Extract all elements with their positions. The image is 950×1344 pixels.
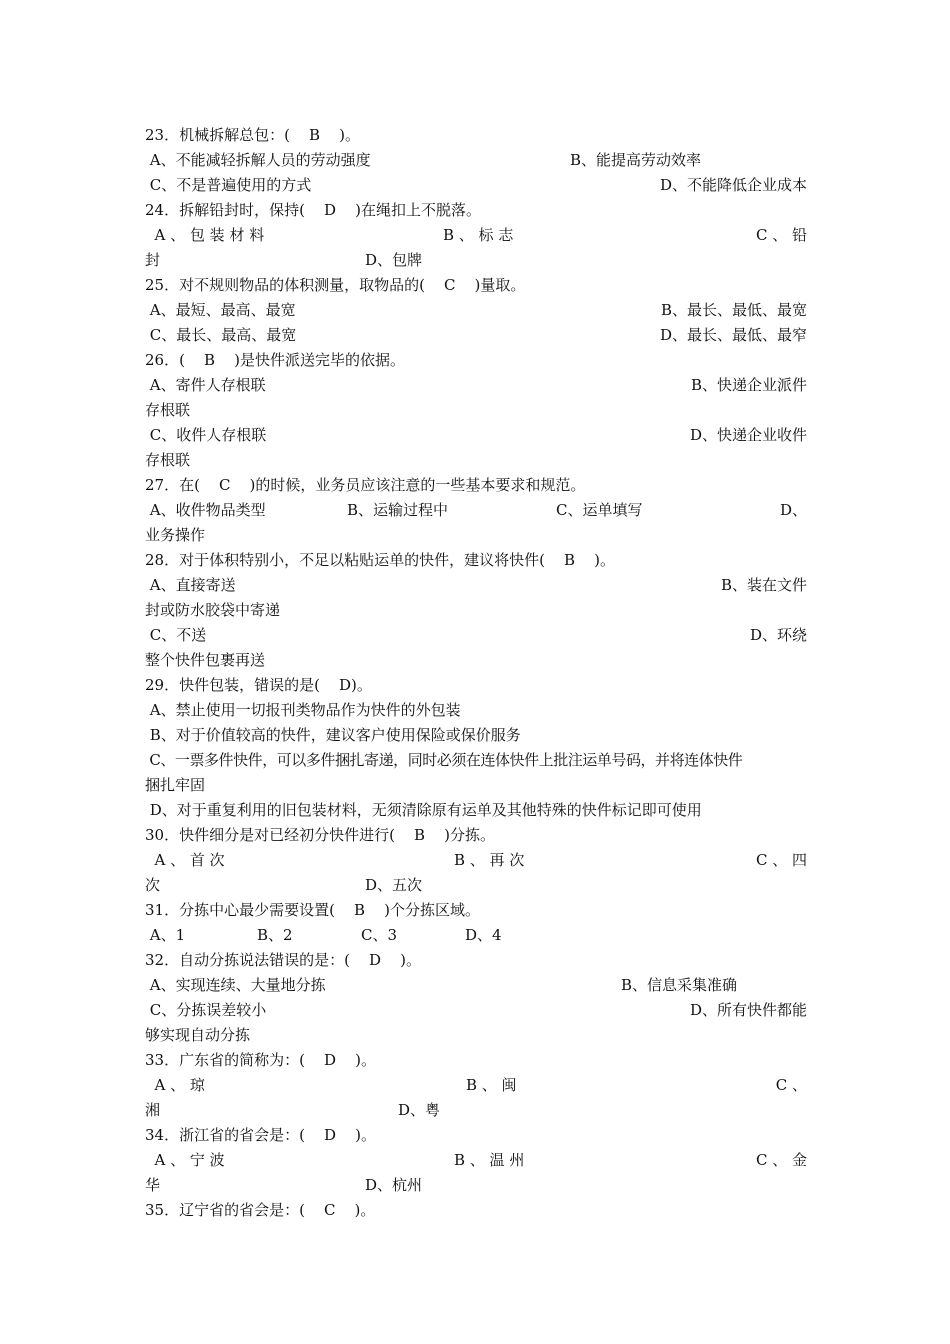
- option-d: D、包牌: [365, 251, 423, 269]
- option-b: B 、 再 次: [454, 851, 525, 869]
- question-29-stem: 29．快件包装，错误的是( D)。: [145, 676, 372, 694]
- option-row: [145, 848, 807, 873]
- option-c: C、最长、最高、最宽: [145, 326, 297, 344]
- option-c-continued: 次: [145, 876, 161, 894]
- option-d: D、所有快件都能: [689, 1001, 807, 1019]
- option-b: B、装在文件: [720, 576, 807, 594]
- option-row: [145, 998, 807, 1023]
- option-row: [145, 1173, 807, 1198]
- option-c: C、收件人存根联: [145, 426, 267, 444]
- option-c-continued: 封: [145, 251, 161, 269]
- option-row: [145, 248, 807, 273]
- option-row: [145, 1023, 807, 1048]
- question-stem: [145, 1198, 807, 1223]
- option-d: D、粤: [398, 1101, 441, 1119]
- question-34-stem: 34．浙江省的省会是：( D )。: [145, 1126, 376, 1144]
- option-b: B、能提高劳动效率: [570, 151, 702, 169]
- option-row: [145, 523, 807, 548]
- option-row: [145, 748, 807, 773]
- question-stem: [145, 548, 807, 573]
- option-b-continued: 存根联: [145, 401, 191, 419]
- question-33-stem: 33．广东省的简称为：( D )。: [145, 1051, 376, 1069]
- option-a: A、1: [145, 926, 186, 944]
- option-row: [145, 798, 807, 823]
- question-stem: [145, 198, 807, 223]
- option-b: B、运输过程中: [347, 501, 449, 519]
- option-row: [145, 873, 807, 898]
- option-row: [145, 498, 807, 523]
- option-row: [145, 448, 807, 473]
- option-row: [145, 223, 807, 248]
- question-24-stem: 24．拆解铅封时，保持( D )在绳扣上不脱落。: [145, 201, 481, 219]
- option-row: [145, 648, 807, 673]
- option-row: [145, 723, 807, 748]
- option-d: D、快递企业收件: [689, 426, 807, 444]
- option-d-continued: 够实现自动分拣: [145, 1026, 251, 1044]
- question-stem: [145, 1048, 807, 1073]
- option-d: D、不能降低企业成本: [659, 176, 807, 194]
- question-stem: [145, 948, 807, 973]
- option-c: C、不送: [145, 626, 207, 644]
- question-25-stem: 25．对不规则物品的体积测量，取物品的( C )量取。: [145, 276, 526, 294]
- option-row: [145, 373, 807, 398]
- option-b: B 、 闽: [466, 1076, 517, 1094]
- option-d: D、4: [465, 926, 502, 944]
- option-row: [145, 148, 807, 173]
- question-31-stem: 31．分拣中心最少需要设置( B )个分拣区域。: [145, 901, 480, 919]
- question-30-stem: 30．快件细分是对已经初分快件进行( B )分拣。: [145, 826, 495, 844]
- option-d: D、对于重复利用的旧包装材料，无须清除原有运单及其他特殊的快件标记即可使用: [145, 801, 702, 819]
- option-c: C、3: [361, 926, 398, 944]
- option-b: B 、 温 州: [454, 1151, 525, 1169]
- option-c-continued: 湘: [145, 1101, 161, 1119]
- option-c-continued: 华: [145, 1176, 161, 1194]
- option-c: C 、 金: [755, 1151, 807, 1169]
- question-28-stem: 28．对于体积特别小，不足以粘贴运单的快件，建议将快件( B )。: [145, 551, 615, 569]
- option-row: [145, 1073, 807, 1098]
- question-27-stem: 27．在( C )的时候，业务员应该注意的一些基本要求和规范。: [145, 476, 586, 494]
- option-row: [145, 623, 807, 648]
- option-a: A、寄件人存根联: [145, 376, 266, 394]
- option-c: C、不是普遍使用的方式: [145, 176, 312, 194]
- option-c: C、分拣误差较小: [145, 1001, 267, 1019]
- option-row: [145, 698, 807, 723]
- option-row: [145, 298, 807, 323]
- option-b: B、信息采集准确: [621, 976, 738, 994]
- question-stem: [145, 273, 807, 298]
- option-a: A、收件物品类型: [145, 501, 266, 519]
- option-d-continued: 整个快件包裹再送: [145, 651, 266, 669]
- option-row: [145, 173, 807, 198]
- option-d-continued: 业务操作: [145, 526, 206, 544]
- option-row: [145, 573, 807, 598]
- option-row: [145, 1148, 807, 1173]
- question-stem: [145, 123, 807, 148]
- question-stem: [145, 1123, 807, 1148]
- option-a: A、直接寄送: [145, 576, 236, 594]
- option-d: D、: [779, 501, 807, 519]
- option-b-continued: 封或防水胶袋中寄递: [145, 601, 281, 619]
- option-d: D、环绕: [749, 626, 807, 644]
- option-c: C 、 铅: [755, 226, 807, 244]
- option-a: A、实现连续、大量地分拣: [145, 976, 326, 994]
- option-a: A、最短、最高、最宽: [145, 301, 296, 319]
- option-b: B、对于价值较高的快件，建议客户使用保险或保价服务: [145, 726, 521, 744]
- question-stem: [145, 348, 807, 373]
- option-d-continued: 存根联: [145, 451, 191, 469]
- question-stem: [145, 473, 807, 498]
- question-stem: [145, 673, 807, 698]
- question-32-stem: 32．自动分拣说法错误的是：( D )。: [145, 951, 421, 969]
- option-row: [145, 923, 807, 948]
- question-23-stem: 23．机械拆解总包：( B )。: [145, 126, 360, 144]
- option-row: [145, 398, 807, 423]
- option-row: [145, 773, 807, 798]
- question-35-stem: 35．辽宁省的省会是：( C )。: [145, 1201, 376, 1219]
- option-b: B、最长、最低、最宽: [660, 301, 807, 319]
- option-b: B 、 标 志: [443, 226, 514, 244]
- question-stem: [145, 898, 807, 923]
- option-c-continued: 捆扎牢固: [145, 776, 206, 794]
- option-a: A 、 包 装 材 料: [145, 226, 265, 244]
- option-a: A、禁止使用一切报刊类物品作为快件的外包装: [145, 701, 461, 719]
- option-d: D、五次: [365, 876, 423, 894]
- option-c: C、运单填写: [556, 501, 643, 519]
- option-c: C 、: [775, 1076, 807, 1094]
- option-d: D、最长、最低、最窄: [659, 326, 807, 344]
- option-a: A 、 首 次: [145, 851, 225, 869]
- option-c: C、一票多件快件，可以多件捆扎寄递，同时必须在连体快件上批注运单号码，并将连体快件: [145, 751, 743, 769]
- question-stem: [145, 823, 807, 848]
- option-row: [145, 973, 807, 998]
- option-row: [145, 323, 807, 348]
- question-26-stem: 26．( B )是快件派送完毕的依据。: [145, 351, 405, 369]
- option-row: [145, 598, 807, 623]
- option-a: A、不能减轻拆解人员的劳动强度: [145, 151, 371, 169]
- option-c: C 、 四: [755, 851, 807, 869]
- option-b: B、快递企业派件: [690, 376, 807, 394]
- option-row: [145, 423, 807, 448]
- option-a: A 、 宁 波: [145, 1151, 225, 1169]
- option-d: D、杭州: [365, 1176, 423, 1194]
- option-b: B、2: [257, 926, 293, 944]
- option-a: A 、 琼: [145, 1076, 205, 1094]
- option-row: [145, 1098, 807, 1123]
